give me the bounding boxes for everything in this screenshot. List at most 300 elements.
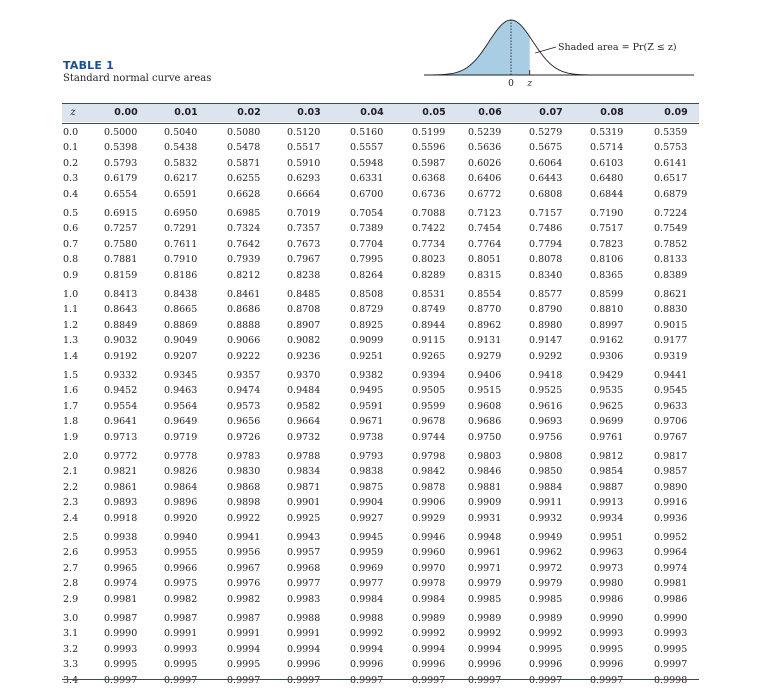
probability-cell: 0.9913 (590, 497, 624, 509)
probability-cell: 0.9049 (164, 335, 198, 347)
probability-cell: 0.9783 (227, 451, 261, 462)
table-row (62, 320, 699, 335)
probability-cell: 0.8869 (164, 319, 198, 331)
probability-cell: 0.9991 (287, 628, 321, 640)
column-header: 0.05 (422, 107, 446, 118)
probability-cell: 0.9699 (590, 416, 624, 428)
probability-cell: 0.9995 (590, 643, 624, 655)
probability-cell: 0.5832 (164, 157, 198, 169)
probability-cell: 0.9991 (227, 628, 261, 640)
probability-cell: 0.7734 (412, 238, 446, 250)
z-value-cell: 2.5 (63, 532, 79, 543)
probability-cell: 0.9441 (654, 370, 688, 381)
z-value-cell: 0.4 (63, 188, 79, 200)
table-row (62, 158, 699, 173)
probability-cell: 0.6255 (227, 173, 261, 185)
table-row (62, 628, 699, 643)
probability-cell: 0.5636 (468, 142, 502, 154)
z-value-cell: 3.0 (63, 613, 79, 624)
table-row (62, 497, 699, 512)
table-row (62, 223, 699, 238)
probability-cell: 0.7764 (468, 238, 502, 250)
probability-cell: 0.9332 (104, 370, 138, 381)
probability-cell: 0.8531 (412, 289, 446, 300)
probability-cell: 0.9678 (412, 416, 446, 428)
probability-cell: 0.7642 (227, 238, 261, 250)
probability-cell: 0.9981 (654, 578, 688, 590)
probability-cell: 0.9984 (350, 593, 384, 605)
probability-cell: 0.9951 (590, 532, 624, 543)
table-row (62, 675, 699, 690)
probability-cell: 0.9505 (412, 385, 446, 397)
probability-cell: 0.9997 (468, 674, 502, 686)
probability-cell: 0.8315 (468, 269, 502, 281)
probability-cell: 0.9982 (164, 593, 198, 605)
probability-cell: 0.6480 (590, 173, 624, 185)
probability-cell: 0.8485 (287, 289, 321, 300)
probability-cell: 0.9671 (350, 416, 384, 428)
probability-cell: 0.9977 (350, 578, 384, 590)
z-value-cell: 1.9 (63, 431, 79, 443)
z-value-cell: 2.4 (63, 512, 79, 524)
probability-cell: 0.5120 (287, 127, 321, 138)
probability-cell: 0.6103 (590, 157, 624, 169)
probability-cell: 0.6664 (287, 188, 321, 200)
probability-cell: 0.9545 (654, 385, 688, 397)
probability-cell: 0.7123 (468, 208, 502, 219)
probability-cell: 0.9965 (104, 562, 138, 574)
probability-cell: 0.5675 (529, 142, 563, 154)
table-row (62, 270, 699, 285)
probability-cell: 0.9962 (529, 547, 563, 559)
probability-cell: 0.9452 (104, 385, 138, 397)
probability-cell: 0.9857 (654, 466, 688, 478)
probability-cell: 0.5080 (227, 127, 261, 138)
probability-cell: 0.9767 (654, 431, 688, 443)
probability-cell: 0.9968 (287, 562, 321, 574)
shaded-area (432, 20, 530, 75)
probability-cell: 0.9418 (529, 370, 563, 381)
probability-cell: 0.9995 (104, 659, 138, 671)
probability-cell: 0.9633 (654, 400, 688, 412)
probability-cell: 0.8554 (468, 289, 502, 300)
probability-cell: 0.9993 (164, 643, 198, 655)
column-header: 0.07 (539, 107, 563, 118)
table-row (62, 208, 699, 223)
probability-cell: 0.9564 (164, 400, 198, 412)
probability-cell: 0.9997 (529, 674, 563, 686)
z-value-cell: 3.2 (63, 643, 79, 655)
z-value-cell: 2.1 (63, 466, 79, 478)
probability-cell: 0.9115 (412, 335, 446, 347)
probability-cell: 0.7794 (529, 238, 563, 250)
table-row (62, 532, 699, 547)
probability-cell: 0.9967 (227, 562, 261, 574)
probability-cell: 0.8830 (654, 304, 688, 316)
probability-cell: 0.9861 (104, 481, 138, 493)
probability-cell: 0.9997 (227, 674, 261, 686)
probability-cell: 0.6844 (590, 188, 624, 200)
probability-cell: 0.9997 (104, 674, 138, 686)
probability-cell: 0.7823 (590, 238, 624, 250)
probability-cell: 0.9854 (590, 466, 624, 478)
table-row (62, 142, 699, 157)
probability-cell: 0.8159 (104, 269, 138, 281)
probability-cell: 0.5199 (412, 127, 446, 138)
probability-cell: 0.8944 (412, 319, 446, 331)
table-header-row (62, 104, 699, 122)
probability-cell: 0.9147 (529, 335, 563, 347)
probability-cell: 0.9994 (412, 643, 446, 655)
table-row (62, 351, 699, 366)
probability-cell: 0.9162 (590, 335, 624, 347)
probability-cell: 0.9989 (529, 613, 563, 624)
z-value-cell: 3.3 (63, 659, 79, 671)
probability-cell: 0.9793 (350, 451, 384, 462)
probability-cell: 0.9963 (590, 547, 624, 559)
probability-cell: 0.7486 (529, 223, 563, 235)
probability-cell: 0.9983 (287, 593, 321, 605)
probability-cell: 0.9906 (412, 497, 446, 509)
probability-cell: 0.9306 (590, 350, 624, 362)
probability-cell: 0.9850 (529, 466, 563, 478)
probability-cell: 0.7454 (468, 223, 502, 235)
probability-cell: 0.9429 (590, 370, 624, 381)
probability-cell: 0.9904 (350, 497, 384, 509)
probability-cell: 0.9591 (350, 400, 384, 412)
column-header: 0.08 (600, 107, 624, 118)
probability-cell: 0.9251 (350, 350, 384, 362)
z-value-cell: 0.6 (63, 223, 79, 235)
probability-cell: 0.8365 (590, 269, 624, 281)
probability-cell: 0.9319 (654, 350, 688, 362)
probability-cell: 0.6331 (350, 173, 384, 185)
table-row (62, 304, 699, 319)
probability-cell: 0.9992 (529, 628, 563, 640)
table-row (62, 482, 699, 497)
probability-cell: 0.9992 (350, 628, 384, 640)
probability-cell: 0.9370 (287, 370, 321, 381)
probability-cell: 0.7881 (104, 254, 138, 266)
z-value-cell: 2.6 (63, 547, 79, 559)
probability-cell: 0.6591 (164, 188, 198, 200)
probability-cell: 0.9975 (164, 578, 198, 590)
probability-cell: 0.9750 (468, 431, 502, 443)
probability-cell: 0.6628 (227, 188, 261, 200)
normal-curve-figure (420, 0, 702, 92)
probability-cell: 0.8708 (287, 304, 321, 316)
probability-cell: 0.9898 (227, 497, 261, 509)
probability-cell: 0.5000 (104, 127, 138, 138)
probability-cell: 0.9177 (654, 335, 688, 347)
probability-cell: 0.9406 (468, 370, 502, 381)
probability-cell: 0.9959 (350, 547, 384, 559)
probability-cell: 0.7157 (529, 208, 563, 219)
probability-cell: 0.5438 (164, 142, 198, 154)
probability-cell: 0.5319 (590, 127, 624, 138)
probability-cell: 0.9994 (287, 643, 321, 655)
z-value-cell: 2.7 (63, 562, 79, 574)
column-header: 0.06 (478, 107, 502, 118)
probability-cell: 0.9925 (287, 512, 321, 524)
probability-cell: 0.9986 (654, 593, 688, 605)
probability-cell: 0.5239 (468, 127, 502, 138)
header-z: z (70, 107, 76, 118)
probability-cell: 0.9993 (104, 643, 138, 655)
probability-cell: 0.9990 (654, 613, 688, 624)
probability-cell: 0.9966 (164, 562, 198, 574)
probability-cell: 0.9964 (654, 547, 688, 559)
probability-cell: 0.9989 (468, 613, 502, 624)
probability-cell: 0.8078 (529, 254, 563, 266)
probability-cell: 0.5910 (287, 157, 321, 169)
probability-cell: 0.8665 (164, 304, 198, 316)
probability-cell: 0.9997 (350, 674, 384, 686)
probability-cell: 0.7549 (654, 223, 688, 235)
z-value-cell: 1.5 (63, 370, 79, 381)
probability-cell: 0.5714 (590, 142, 624, 154)
probability-cell: 0.9812 (590, 451, 624, 462)
probability-cell: 0.7967 (287, 254, 321, 266)
probability-cell: 0.9884 (529, 481, 563, 493)
probability-cell: 0.7257 (104, 223, 138, 235)
probability-cell: 0.7910 (164, 254, 198, 266)
probability-cell: 0.9995 (529, 643, 563, 655)
probability-cell: 0.8749 (412, 304, 446, 316)
probability-cell: 0.9994 (468, 643, 502, 655)
probability-cell: 0.9985 (529, 593, 563, 605)
probability-cell: 0.7190 (590, 208, 624, 219)
probability-cell: 0.9474 (227, 385, 261, 397)
probability-cell: 0.9996 (287, 659, 321, 671)
probability-cell: 0.7995 (350, 254, 384, 266)
probability-cell: 0.9952 (654, 532, 688, 543)
table-row (62, 385, 699, 400)
probability-cell: 0.9911 (529, 497, 563, 509)
probability-cell: 0.9868 (227, 481, 261, 493)
probability-cell: 0.5279 (529, 127, 563, 138)
probability-cell: 0.9394 (412, 370, 446, 381)
column-header: 0.01 (174, 107, 198, 118)
probability-cell: 0.6141 (654, 157, 688, 169)
probability-cell: 0.9991 (164, 628, 198, 640)
probability-cell: 0.7939 (227, 254, 261, 266)
probability-cell: 0.8962 (468, 319, 502, 331)
probability-cell: 0.5398 (104, 142, 138, 154)
probability-cell: 0.9345 (164, 370, 198, 381)
z-value-cell: 3.4 (63, 674, 79, 686)
probability-cell: 0.9738 (350, 431, 384, 443)
probability-cell: 0.7422 (412, 223, 446, 235)
table-row (62, 513, 699, 528)
column-header: 0.04 (360, 107, 384, 118)
probability-cell: 0.9974 (104, 578, 138, 590)
table-row (62, 644, 699, 659)
z-value-cell: 2.2 (63, 481, 79, 493)
probability-cell: 0.9946 (412, 532, 446, 543)
probability-cell: 0.9515 (468, 385, 502, 397)
table-row (62, 335, 699, 350)
probability-cell: 0.8980 (529, 319, 563, 331)
probability-cell: 0.8264 (350, 269, 384, 281)
probability-cell: 0.8810 (590, 304, 624, 316)
probability-cell: 0.9535 (590, 385, 624, 397)
probability-cell: 0.9955 (164, 547, 198, 559)
probability-cell: 0.8438 (164, 289, 198, 300)
probability-cell: 0.9192 (104, 350, 138, 362)
probability-cell: 0.8729 (350, 304, 384, 316)
probability-cell: 0.8849 (104, 319, 138, 331)
probability-cell: 0.5948 (350, 157, 384, 169)
probability-cell: 0.9875 (350, 481, 384, 493)
probability-cell: 0.9834 (287, 466, 321, 478)
probability-cell: 0.9979 (529, 578, 563, 590)
probability-cell: 0.9808 (529, 451, 563, 462)
probability-cell: 0.9896 (164, 497, 198, 509)
probability-cell: 0.9996 (350, 659, 384, 671)
probability-cell: 0.9693 (529, 416, 563, 428)
probability-cell: 0.9236 (287, 350, 321, 362)
probability-cell: 0.9997 (654, 659, 688, 671)
probability-cell: 0.9997 (590, 674, 624, 686)
probability-cell: 0.9901 (287, 497, 321, 509)
probability-cell: 0.9943 (287, 532, 321, 543)
probability-cell: 0.9881 (468, 481, 502, 493)
probability-cell: 0.8106 (590, 254, 624, 266)
probability-cell: 0.6985 (227, 208, 261, 219)
probability-cell: 0.9649 (164, 416, 198, 428)
probability-cell: 0.7517 (590, 223, 624, 235)
probability-cell: 0.8186 (164, 269, 198, 281)
probability-cell: 0.9931 (468, 512, 502, 524)
probability-cell: 0.9994 (350, 643, 384, 655)
probability-cell: 0.9953 (104, 547, 138, 559)
probability-cell: 0.9484 (287, 385, 321, 397)
table-row (62, 189, 699, 204)
probability-cell: 0.9993 (654, 628, 688, 640)
table-bottom-rule (62, 679, 699, 680)
probability-cell: 0.5596 (412, 142, 446, 154)
table-row (62, 127, 699, 142)
probability-cell: 0.6293 (287, 173, 321, 185)
probability-cell: 0.7324 (227, 223, 261, 235)
table-header-rule (62, 123, 699, 124)
probability-cell: 0.9973 (590, 562, 624, 574)
probability-cell: 0.8577 (529, 289, 563, 300)
column-header: 0.02 (237, 107, 261, 118)
probability-cell: 0.9957 (287, 547, 321, 559)
probability-cell: 0.9803 (468, 451, 502, 462)
probability-cell: 0.9971 (468, 562, 502, 574)
table-row (62, 563, 699, 578)
z-value-cell: 2.3 (63, 497, 79, 509)
table-row (62, 254, 699, 269)
probability-cell: 0.9554 (104, 400, 138, 412)
table-row (62, 578, 699, 593)
probability-cell: 0.9817 (654, 451, 688, 462)
probability-cell: 0.7704 (350, 238, 384, 250)
probability-cell: 0.9131 (468, 335, 502, 347)
probability-cell: 0.9756 (529, 431, 563, 443)
table-row (62, 370, 699, 385)
z-value-cell: 1.6 (63, 385, 79, 397)
probability-cell: 0.9625 (590, 400, 624, 412)
probability-cell: 0.9989 (412, 613, 446, 624)
probability-cell: 0.9961 (468, 547, 502, 559)
probability-cell: 0.8289 (412, 269, 446, 281)
probability-cell: 0.9713 (104, 431, 138, 443)
probability-cell: 0.9916 (654, 497, 688, 509)
probability-cell: 0.5478 (227, 142, 261, 154)
z-value-cell: 1.0 (63, 289, 79, 300)
probability-cell: 0.9997 (287, 674, 321, 686)
column-header: 0.09 (664, 107, 688, 118)
probability-cell: 0.9996 (468, 659, 502, 671)
probability-cell: 0.9265 (412, 350, 446, 362)
probability-cell: 0.9719 (164, 431, 198, 443)
probability-cell: 0.9974 (654, 562, 688, 574)
probability-cell: 0.9990 (104, 628, 138, 640)
probability-cell: 0.9893 (104, 497, 138, 509)
probability-cell: 0.8508 (350, 289, 384, 300)
probability-cell: 0.9279 (468, 350, 502, 362)
probability-cell: 0.5040 (164, 127, 198, 138)
probability-cell: 0.9936 (654, 512, 688, 524)
probability-cell: 0.9979 (468, 578, 502, 590)
probability-cell: 0.9997 (164, 674, 198, 686)
z-value-cell: 1.4 (63, 350, 79, 362)
table-row (62, 432, 699, 447)
probability-cell: 0.5359 (654, 127, 688, 138)
probability-cell: 0.9927 (350, 512, 384, 524)
probability-cell: 0.9948 (468, 532, 502, 543)
probability-cell: 0.8643 (104, 304, 138, 316)
probability-cell: 0.9582 (287, 400, 321, 412)
probability-cell: 0.9826 (164, 466, 198, 478)
probability-cell: 0.9686 (468, 416, 502, 428)
probability-cell: 0.6772 (468, 188, 502, 200)
column-header: 0.03 (297, 107, 321, 118)
z-value-cell: 1.7 (63, 400, 79, 412)
probability-cell: 0.7611 (164, 238, 198, 250)
probability-cell: 0.9864 (164, 481, 198, 493)
z-value-cell: 2.0 (63, 451, 79, 462)
probability-cell: 0.9980 (590, 578, 624, 590)
probability-cell: 0.9821 (104, 466, 138, 478)
probability-cell: 0.9772 (104, 451, 138, 462)
probability-cell: 0.8023 (412, 254, 446, 266)
probability-cell: 0.9842 (412, 466, 446, 478)
probability-cell: 0.9956 (227, 547, 261, 559)
probability-cell: 0.6950 (164, 208, 198, 219)
probability-cell: 0.9099 (350, 335, 384, 347)
probability-cell: 0.9846 (468, 466, 502, 478)
probability-cell: 0.7291 (164, 223, 198, 235)
probability-cell: 0.6915 (104, 208, 138, 219)
z-value-cell: 0.0 (63, 127, 79, 138)
probability-cell: 0.9932 (529, 512, 563, 524)
z-value-cell: 0.9 (63, 269, 79, 281)
probability-cell: 0.9992 (412, 628, 446, 640)
probability-cell: 0.9761 (590, 431, 624, 443)
probability-cell: 0.9993 (590, 628, 624, 640)
table-row (62, 547, 699, 562)
probability-cell: 0.9066 (227, 335, 261, 347)
probability-cell: 0.9887 (590, 481, 624, 493)
probability-cell: 0.6217 (164, 173, 198, 185)
probability-cell: 0.9616 (529, 400, 563, 412)
probability-cell: 0.6554 (104, 188, 138, 200)
